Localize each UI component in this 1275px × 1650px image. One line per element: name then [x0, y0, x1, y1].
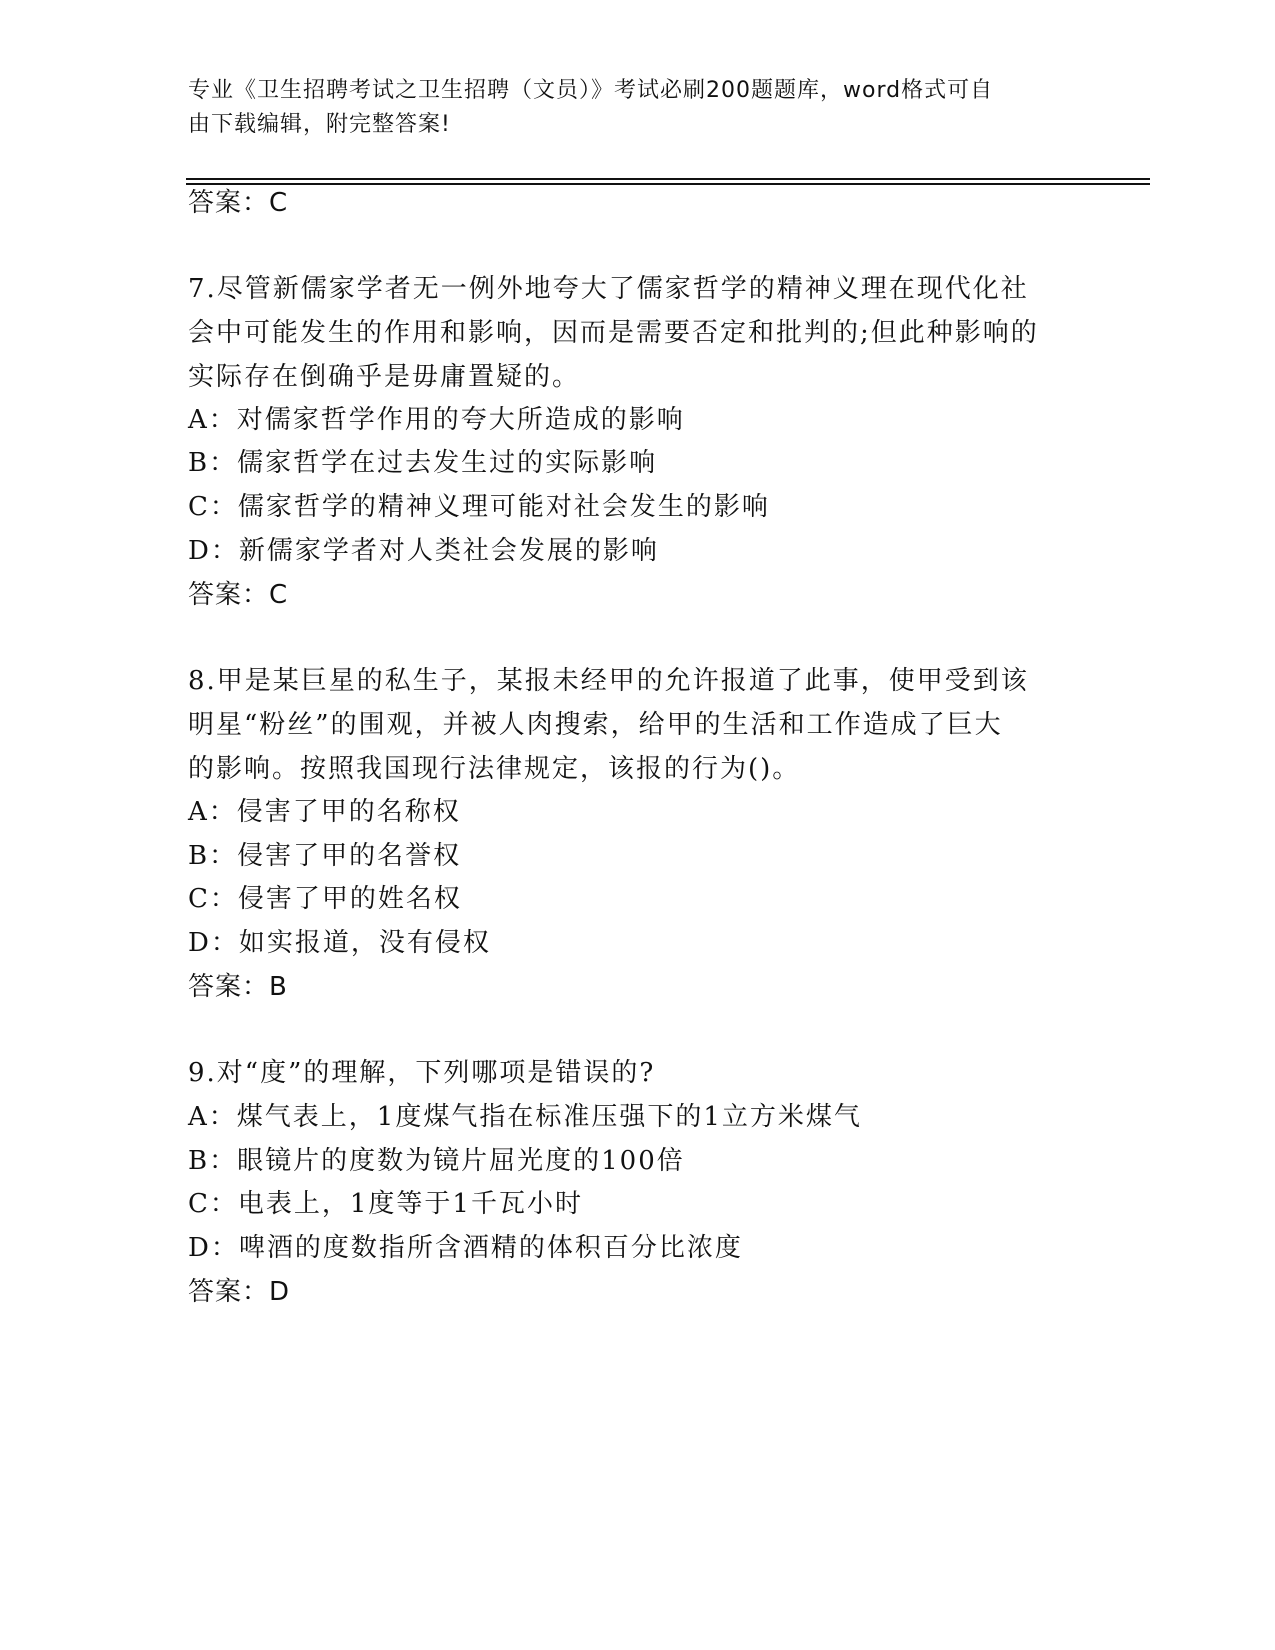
- answer-value: C: [269, 188, 289, 218]
- option-b: B：儒家哲学在过去发生过的实际影响: [188, 448, 658, 478]
- header-rule-top: [186, 178, 1150, 180]
- answer-label: 答案：: [188, 972, 270, 1002]
- header-rule-bottom: [186, 183, 1150, 185]
- option-b: B：侵害了甲的名誉权: [188, 841, 462, 871]
- prev-answer: [188, 186, 288, 220]
- answer-label: 答案：: [188, 188, 270, 218]
- header-line-2: 由下载编辑，附完整答案!: [188, 112, 451, 137]
- header-line-1: 专业《卫生招聘考试之卫生招聘（文员）》考试必刷200题题库，word格式可自: [188, 78, 994, 103]
- answer-label: 答案：: [188, 580, 270, 610]
- question-answer: [188, 970, 288, 1004]
- option-a: A：侵害了甲的名称权: [188, 797, 461, 827]
- option-a: A：煤气表上，1度煤气指在标准压强下的1立方米煤气: [188, 1102, 862, 1132]
- option-d: D：新儒家学者对人类社会发展的影响: [188, 536, 659, 566]
- question-stem-line: 明星“粉丝”的围观，并被人肉搜索，给甲的生活和工作造成了巨大: [188, 710, 1003, 740]
- answer-value: D: [269, 1277, 291, 1307]
- option-c: C：电表上，1度等于1千瓦小时: [188, 1189, 583, 1219]
- option-c: C：儒家哲学的精神义理可能对社会发生的影响: [188, 492, 770, 522]
- question-stem-line: 的影响。按照我国现行法律规定，该报的行为()。: [188, 754, 801, 784]
- page-header: [188, 74, 1088, 142]
- option-b: B：眼镜片的度数为镜片屈光度的100倍: [188, 1146, 685, 1176]
- question-stem-line: 7.尽管新儒家学者无一例外地夸大了儒家哲学的精神义理在现代化社: [188, 274, 1029, 304]
- answer-label: 答案：: [188, 1277, 270, 1307]
- question-answer: [188, 1275, 290, 1309]
- question-stem-line: 8.甲是某巨星的私生子，某报未经甲的允许报道了此事，使甲受到该: [188, 666, 1029, 696]
- question-answer: [188, 578, 288, 612]
- option-d: D：啤酒的度数指所含酒精的体积百分比浓度: [188, 1233, 743, 1263]
- option-a: A：对儒家哲学作用的夸大所造成的影响: [188, 405, 685, 435]
- question-stem-line: 9.对“度”的理解，下列哪项是错误的?: [188, 1058, 656, 1088]
- answer-value: C: [269, 580, 289, 610]
- option-c: C：侵害了甲的姓名权: [188, 884, 462, 914]
- question-stem-line: 实际存在倒确乎是毋庸置疑的。: [188, 362, 581, 392]
- question-stem-line: 会中可能发生的作用和影响，因而是需要否定和批判的;但此种影响的: [188, 318, 1039, 348]
- option-d: D：如实报道，没有侵权: [188, 928, 491, 958]
- answer-value: B: [269, 972, 288, 1002]
